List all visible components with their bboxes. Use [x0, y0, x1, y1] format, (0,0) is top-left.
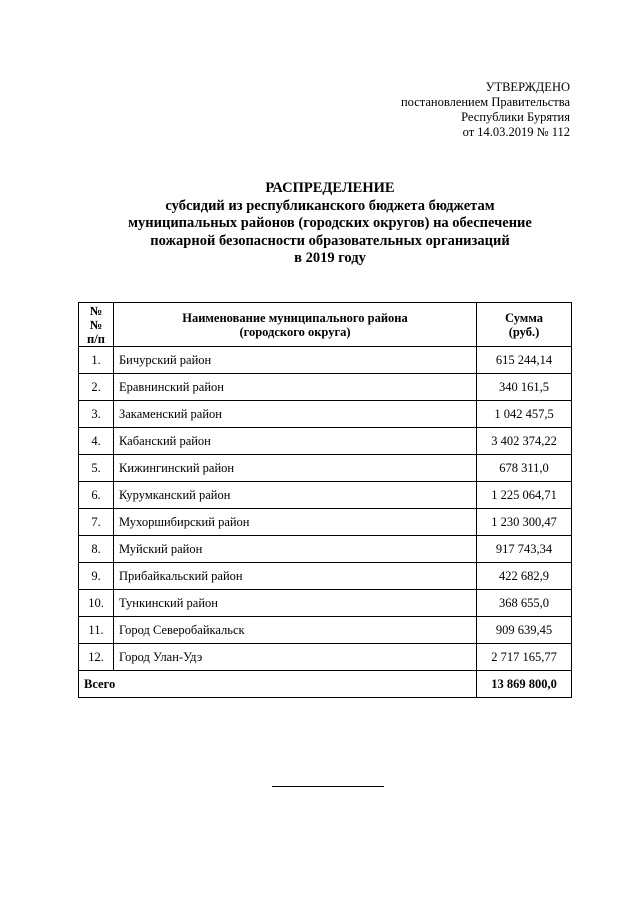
row-sum: 1 230 300,47 — [477, 509, 572, 536]
row-name: Еравнинский район — [114, 374, 477, 401]
approval-heading: УТВЕРЖДЕНО — [485, 80, 570, 94]
row-name: Город Северобайкальск — [114, 617, 477, 644]
row-sum: 368 655,0 — [477, 590, 572, 617]
row-number: 1. — [79, 347, 114, 374]
row-name: Город Улан-Удэ — [114, 644, 477, 671]
approval-republic: Республики Бурятия — [461, 110, 570, 124]
total-sum: 13 869 800,0 — [477, 671, 572, 698]
row-name: Мухоршибирский район — [114, 509, 477, 536]
approval-resolution: постановлением Правительства — [400, 95, 570, 109]
row-number: 6. — [79, 482, 114, 509]
title-line-3: муниципальных районов (городских округов) на обеспечение — [128, 215, 532, 231]
row-sum: 909 639,45 — [477, 617, 572, 644]
title-line-4: пожарной безопасности образовательных организаций — [150, 232, 510, 249]
header-sum-line-2: (руб.) — [508, 325, 540, 339]
table-row — [79, 536, 572, 563]
row-number: 10. — [79, 590, 114, 617]
title-line-1: РАСПРЕДЕЛЕНИЕ — [265, 180, 395, 196]
row-number: 9. — [79, 563, 114, 590]
row-number: 2. — [79, 374, 114, 401]
row-name: Муйский район — [114, 536, 477, 563]
row-sum: 615 244,14 — [477, 347, 572, 374]
row-name: Закаменский район — [114, 401, 477, 428]
header-number-line-2: п/п — [87, 332, 105, 346]
header-sum-line-1: Сумма — [505, 311, 543, 325]
table-row — [79, 563, 572, 590]
row-sum: 1 225 064,71 — [477, 482, 572, 509]
header-number — [79, 303, 114, 347]
header-name-line-1: Наименование муниципального района — [182, 311, 408, 325]
table-row — [79, 374, 572, 401]
distribution-table — [78, 302, 572, 698]
row-sum: 3 402 374,22 — [477, 428, 572, 455]
footer-divider — [272, 786, 384, 787]
row-number: 4. — [79, 428, 114, 455]
table-row — [79, 590, 572, 617]
header-name-line-2: (городского округа) — [239, 325, 351, 339]
row-name: Курумканский район — [114, 482, 477, 509]
total-row — [79, 671, 572, 698]
row-name: Кабанский район — [114, 428, 477, 455]
row-number: 3. — [79, 401, 114, 428]
row-number: 8. — [79, 536, 114, 563]
table-row — [79, 455, 572, 482]
approval-stamp — [401, 80, 570, 140]
header-sum — [477, 303, 572, 347]
table-row — [79, 644, 572, 671]
approval-date-number: от 14.03.2019 № 112 — [462, 125, 570, 139]
row-number: 11. — [79, 617, 114, 644]
row-name: Прибайкальский район — [114, 563, 477, 590]
row-name: Тункинский район — [114, 590, 477, 617]
title-line-5: в 2019 году — [294, 250, 366, 266]
table-row — [79, 617, 572, 644]
title-line-2: субсидий из республиканского бюджета бюджетам — [165, 197, 495, 214]
table-row — [79, 428, 572, 455]
row-sum: 340 161,5 — [477, 374, 572, 401]
row-sum: 678 311,0 — [477, 455, 572, 482]
total-label: Всего — [79, 671, 477, 698]
table-header-row — [79, 303, 572, 347]
row-sum: 917 743,34 — [477, 536, 572, 563]
document-title — [70, 180, 590, 268]
header-number-line-1: №№ — [89, 304, 103, 332]
header-name — [114, 303, 477, 347]
row-sum: 1 042 457,5 — [477, 401, 572, 428]
row-name: Кижингинский район — [114, 455, 477, 482]
table-row — [79, 347, 572, 374]
row-number: 12. — [79, 644, 114, 671]
row-number: 5. — [79, 455, 114, 482]
table-row — [79, 509, 572, 536]
table-row — [79, 401, 572, 428]
row-name: Бичурский район — [114, 347, 477, 374]
row-sum: 422 682,9 — [477, 563, 572, 590]
table-row — [79, 482, 572, 509]
row-sum: 2 717 165,77 — [477, 644, 572, 671]
row-number: 7. — [79, 509, 114, 536]
